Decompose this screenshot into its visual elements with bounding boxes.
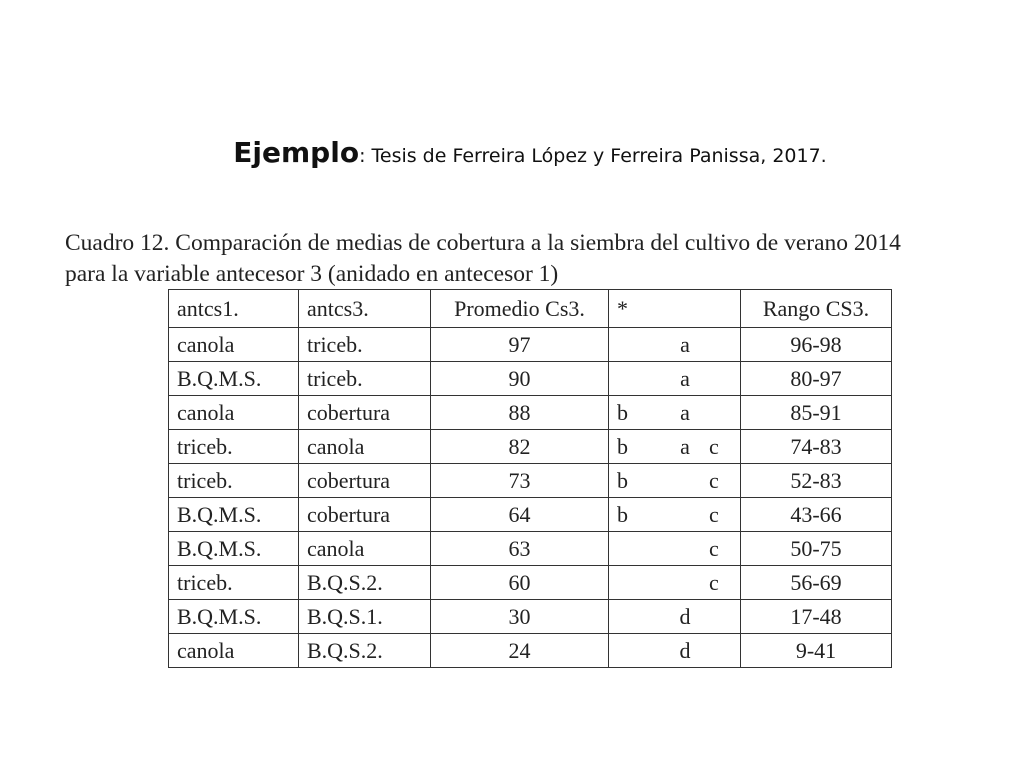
cell-significance	[609, 362, 741, 396]
cell-promedio: 63	[431, 532, 609, 566]
cell-antcs3: cobertura	[299, 498, 431, 532]
table-row	[169, 362, 892, 396]
slide-title	[0, 136, 1024, 169]
cell-promedio: 97	[431, 328, 609, 362]
group-letter-ad: a	[680, 399, 690, 425]
group-letter-b: b	[617, 399, 628, 425]
cell-antcs1: canola	[169, 328, 299, 362]
cell-rango: 96-98	[741, 328, 892, 362]
cell-antcs1: canola	[169, 396, 299, 430]
caption-line-1: Cuadro 12. Comparación de medias de cobertura a la siembra del cultivo de verano 2014	[65, 230, 901, 256]
cell-promedio: 88	[431, 396, 609, 430]
cell-antcs3: cobertura	[299, 396, 431, 430]
group-letter-ad: a	[680, 433, 690, 459]
table-row	[169, 328, 892, 362]
cell-antcs1: B.Q.M.S.	[169, 362, 299, 396]
cell-antcs3: B.Q.S.2.	[299, 634, 431, 668]
group-letter-b: b	[617, 467, 628, 493]
cell-significance	[609, 634, 741, 668]
cell-promedio: 64	[431, 498, 609, 532]
table-header-row	[169, 290, 892, 328]
cell-antcs1: triceb.	[169, 566, 299, 600]
header-antcs3: antcs3.	[299, 290, 431, 328]
cell-promedio: 30	[431, 600, 609, 634]
cell-antcs1: triceb.	[169, 430, 299, 464]
cell-significance	[609, 498, 741, 532]
means-comparison-table	[168, 289, 892, 668]
group-letter-ad: a	[680, 365, 690, 391]
cell-rango: 56-69	[741, 566, 892, 600]
group-letter-b: b	[617, 501, 628, 527]
table-caption	[65, 228, 1015, 290]
cell-significance	[609, 396, 741, 430]
group-letter-ad: a	[680, 331, 690, 357]
cell-significance	[609, 430, 741, 464]
table-row	[169, 600, 892, 634]
cell-rango: 50-75	[741, 532, 892, 566]
cell-antcs1: B.Q.M.S.	[169, 532, 299, 566]
cell-significance	[609, 328, 741, 362]
cell-antcs3: B.Q.S.2.	[299, 566, 431, 600]
cell-promedio: 60	[431, 566, 609, 600]
header-significance: *	[609, 290, 741, 328]
caption-line-2: para la variable antecesor 3 (anidado en antecesor 1)	[65, 261, 559, 287]
cell-antcs3: B.Q.S.1.	[299, 600, 431, 634]
cell-significance	[609, 464, 741, 498]
cell-rango: 43-66	[741, 498, 892, 532]
cell-antcs3: canola	[299, 532, 431, 566]
cell-antcs1: B.Q.M.S.	[169, 600, 299, 634]
cell-rango: 74-83	[741, 430, 892, 464]
cell-rango: 52-83	[741, 464, 892, 498]
cell-significance	[609, 600, 741, 634]
cell-significance	[609, 566, 741, 600]
group-letter-ad: d	[679, 603, 691, 629]
cell-antcs3: cobertura	[299, 464, 431, 498]
cell-promedio: 82	[431, 430, 609, 464]
table-row	[169, 634, 892, 668]
table-row	[169, 532, 892, 566]
group-letter-c: c	[709, 501, 719, 527]
cell-promedio: 24	[431, 634, 609, 668]
cell-rango: 17-48	[741, 600, 892, 634]
group-letter-ad: d	[679, 637, 691, 663]
header-antcs1: antcs1.	[169, 290, 299, 328]
cell-antcs1: B.Q.M.S.	[169, 498, 299, 532]
slide-title-rest: : Tesis de Ferreira López y Ferreira Panissa, 2017.	[359, 145, 827, 167]
table-row	[169, 430, 892, 464]
cell-rango: 9-41	[741, 634, 892, 668]
table-row	[169, 464, 892, 498]
cell-antcs3: triceb.	[299, 362, 431, 396]
cell-antcs3: canola	[299, 430, 431, 464]
group-letter-c: c	[709, 433, 719, 459]
group-letter-c: c	[709, 569, 719, 595]
table-row	[169, 396, 892, 430]
table-body	[169, 328, 892, 668]
cell-antcs3: triceb.	[299, 328, 431, 362]
group-letter-c: c	[709, 467, 719, 493]
cell-promedio: 90	[431, 362, 609, 396]
cell-antcs1: canola	[169, 634, 299, 668]
group-letter-c: c	[709, 535, 719, 561]
table-row	[169, 566, 892, 600]
cell-rango: 85-91	[741, 396, 892, 430]
table-row	[169, 498, 892, 532]
group-letter-b: b	[617, 433, 628, 459]
cell-promedio: 73	[431, 464, 609, 498]
cell-antcs1: triceb.	[169, 464, 299, 498]
slide-title-bold: Ejemplo	[233, 136, 360, 169]
header-promedio: Promedio Cs3.	[431, 290, 609, 328]
cell-rango: 80-97	[741, 362, 892, 396]
cell-significance	[609, 532, 741, 566]
header-rango: Rango CS3.	[741, 290, 892, 328]
